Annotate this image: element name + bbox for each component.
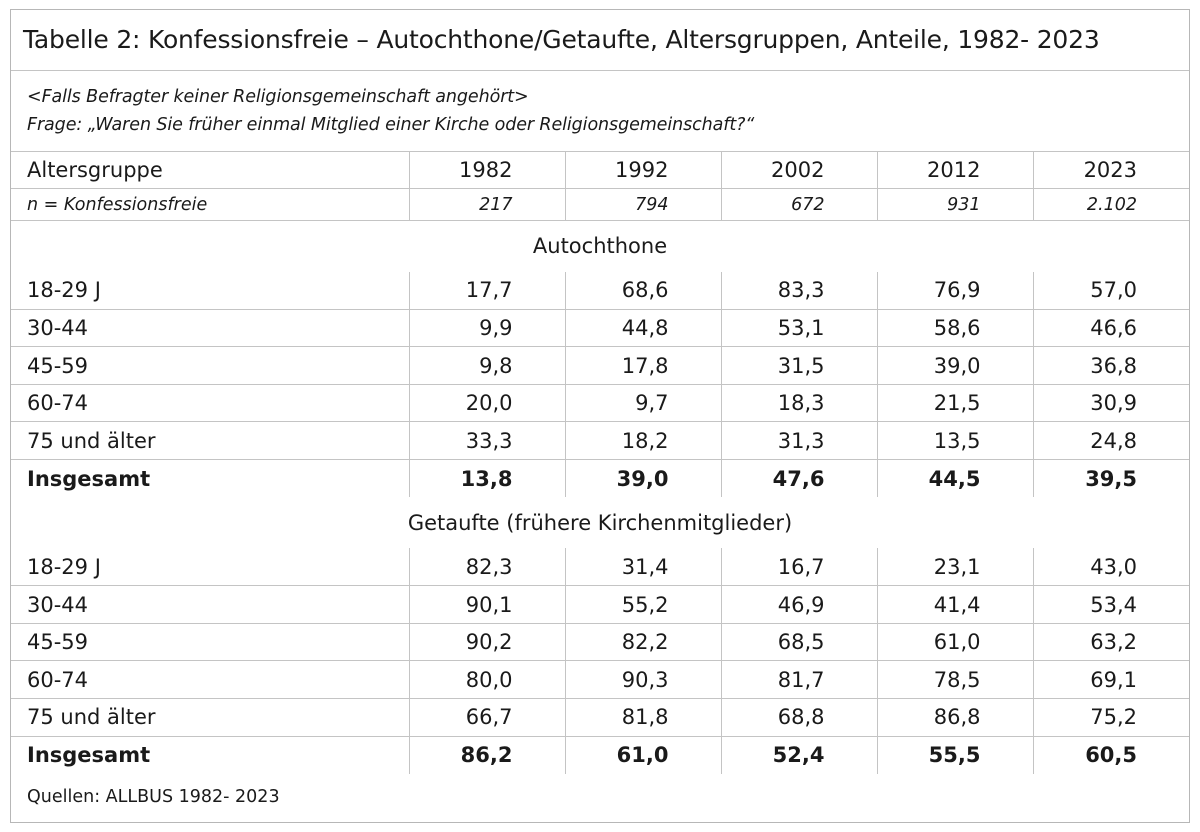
row-label: Insgesamt xyxy=(11,736,409,774)
cell-value: 18,2 xyxy=(565,422,721,460)
cell-value: 81,8 xyxy=(565,699,721,737)
table-row xyxy=(11,623,1189,661)
cell-value: 63,2 xyxy=(1033,623,1189,661)
table-row xyxy=(11,347,1189,385)
cell-value: 31,4 xyxy=(565,548,721,586)
cell-value: 44,5 xyxy=(877,460,1033,498)
cell-value: 61,0 xyxy=(565,736,721,774)
cell-value: 90,2 xyxy=(409,623,565,661)
cell-value: 9,7 xyxy=(565,384,721,422)
row-label: 18-29 J xyxy=(11,272,409,310)
table-frame xyxy=(10,9,1190,823)
n-value: 2.102 xyxy=(1033,189,1189,221)
cell-value: 68,8 xyxy=(721,699,877,737)
cell-value: 16,7 xyxy=(721,548,877,586)
header-year: 2012 xyxy=(877,151,1033,189)
cell-value: 23,1 xyxy=(877,548,1033,586)
n-value: 794 xyxy=(565,189,721,221)
cell-value: 39,5 xyxy=(1033,460,1189,498)
cell-value: 21,5 xyxy=(877,384,1033,422)
cell-value: 39,0 xyxy=(877,347,1033,385)
row-label: 30-44 xyxy=(11,309,409,347)
table-row xyxy=(11,586,1189,624)
cell-value: 52,4 xyxy=(721,736,877,774)
cell-value: 90,3 xyxy=(565,661,721,699)
cell-value: 33,3 xyxy=(409,422,565,460)
header-year: 1982 xyxy=(409,151,565,189)
cell-value: 81,7 xyxy=(721,661,877,699)
n-value: 931 xyxy=(877,189,1033,221)
header-year: 1992 xyxy=(565,151,721,189)
cell-value: 46,9 xyxy=(721,586,877,624)
row-label: 75 und älter xyxy=(11,422,409,460)
total-row xyxy=(11,460,1189,498)
cell-value: 44,8 xyxy=(565,309,721,347)
n-value: 217 xyxy=(409,189,565,221)
cell-value: 57,0 xyxy=(1033,272,1189,310)
n-row xyxy=(11,189,1189,221)
row-label: 75 und älter xyxy=(11,699,409,737)
table-title: Tabelle 2: Konfessionsfreie – Autochthone/Getaufte, Altersgruppen, Anteile, 1982- 2023 xyxy=(11,10,1189,70)
cell-value: 76,9 xyxy=(877,272,1033,310)
cell-value: 66,7 xyxy=(409,699,565,737)
note-question: Frage: „Waren Sie früher einmal Mitglied einer Kirche oder Religionsgemeinschaft?“ xyxy=(27,114,755,135)
note-condition: <Falls Befragter keiner Religionsgemeinschaft angehört> xyxy=(27,86,529,107)
cell-value: 68,5 xyxy=(721,623,877,661)
cell-value: 30,9 xyxy=(1033,384,1189,422)
row-label: 45-59 xyxy=(11,347,409,385)
cell-value: 75,2 xyxy=(1033,699,1189,737)
title-row xyxy=(11,10,1189,70)
cell-value: 53,4 xyxy=(1033,586,1189,624)
cell-value: 69,1 xyxy=(1033,661,1189,699)
cell-value: 58,6 xyxy=(877,309,1033,347)
cell-value: 31,3 xyxy=(721,422,877,460)
cell-value: 80,0 xyxy=(409,661,565,699)
table-row xyxy=(11,422,1189,460)
note-row xyxy=(11,70,1189,151)
data-table xyxy=(11,10,1189,820)
cell-value: 90,1 xyxy=(409,586,565,624)
cell-value: 9,8 xyxy=(409,347,565,385)
cell-value: 31,5 xyxy=(721,347,877,385)
cell-value: 61,0 xyxy=(877,623,1033,661)
row-label: 45-59 xyxy=(11,623,409,661)
cell-value: 53,1 xyxy=(721,309,877,347)
cell-value: 60,5 xyxy=(1033,736,1189,774)
cell-value: 20,0 xyxy=(409,384,565,422)
cell-value: 43,0 xyxy=(1033,548,1189,586)
cell-value: 13,5 xyxy=(877,422,1033,460)
cell-value: 39,0 xyxy=(565,460,721,498)
table-row xyxy=(11,272,1189,310)
cell-value: 46,6 xyxy=(1033,309,1189,347)
cell-value: 55,5 xyxy=(877,736,1033,774)
header-label: Altersgruppe xyxy=(11,151,409,189)
cell-value: 86,8 xyxy=(877,699,1033,737)
row-label: 60-74 xyxy=(11,384,409,422)
cell-value: 86,2 xyxy=(409,736,565,774)
section-title: Autochthone xyxy=(11,221,1189,272)
cell-value: 13,8 xyxy=(409,460,565,498)
header-row xyxy=(11,151,1189,189)
row-label: Insgesamt xyxy=(11,460,409,498)
cell-value: 82,3 xyxy=(409,548,565,586)
cell-value: 24,8 xyxy=(1033,422,1189,460)
cell-value: 18,3 xyxy=(721,384,877,422)
section-header-autochthone xyxy=(11,221,1189,272)
row-label: 18-29 J xyxy=(11,548,409,586)
row-label: 30-44 xyxy=(11,586,409,624)
cell-value: 36,8 xyxy=(1033,347,1189,385)
cell-value: 17,7 xyxy=(409,272,565,310)
total-row xyxy=(11,736,1189,774)
cell-value: 47,6 xyxy=(721,460,877,498)
n-value: 672 xyxy=(721,189,877,221)
group-autochthone xyxy=(11,272,1189,498)
cell-value: 17,8 xyxy=(565,347,721,385)
table-row xyxy=(11,699,1189,737)
section-title: Getaufte (frühere Kirchenmitglieder) xyxy=(407,510,793,535)
table-row xyxy=(11,548,1189,586)
cell-value: 55,2 xyxy=(565,586,721,624)
table-row xyxy=(11,661,1189,699)
source-note: Quellen: ALLBUS 1982- 2023 xyxy=(27,786,280,807)
row-label: 60-74 xyxy=(11,661,409,699)
table-row xyxy=(11,309,1189,347)
cell-value: 83,3 xyxy=(721,272,877,310)
header-year: 2002 xyxy=(721,151,877,189)
question-note xyxy=(11,70,1189,151)
source-row xyxy=(11,774,1189,820)
section-header-getaufte xyxy=(11,497,1189,548)
cell-value: 68,6 xyxy=(565,272,721,310)
cell-value: 41,4 xyxy=(877,586,1033,624)
group-getaufte xyxy=(11,548,1189,774)
cell-value: 78,5 xyxy=(877,661,1033,699)
table-row xyxy=(11,384,1189,422)
cell-value: 82,2 xyxy=(565,623,721,661)
header-year: 2023 xyxy=(1033,151,1189,189)
cell-value: 9,9 xyxy=(409,309,565,347)
n-label: n = Konfessionsfreie xyxy=(11,189,409,221)
